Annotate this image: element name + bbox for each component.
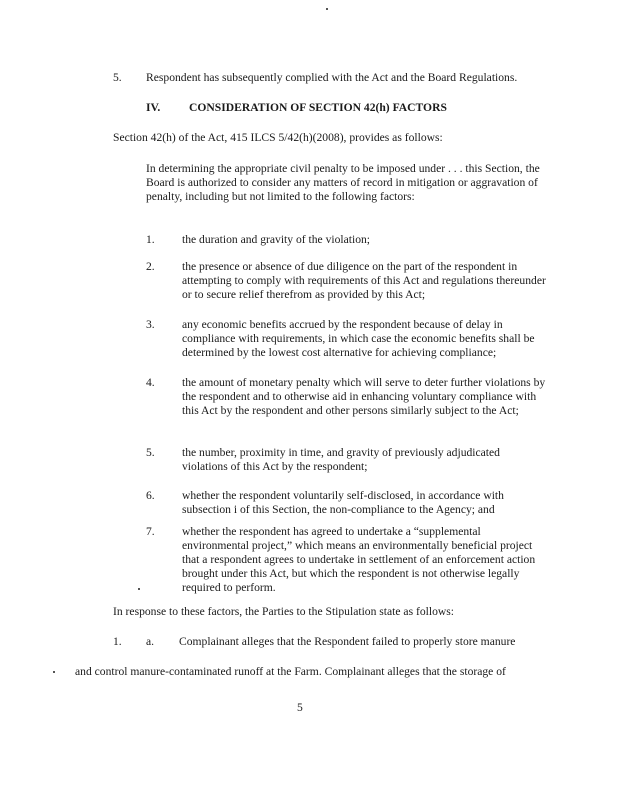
factor-text: the duration and gravity of the violation; [182,233,371,246]
scan-speck [326,8,328,10]
response-paragraph: In response to these factors, the Parties to the Stipulation state as follows: [113,605,454,618]
paragraph-letter: a. [146,635,155,648]
scan-speck [53,671,55,673]
intro-paragraph: Section 42(h) of the Act, 415 ILCS 5/42(h)(2008), provides as follows: [113,131,443,144]
quoted-statute: In determining the appropriate civil penalty to be imposed under . . . this Section, the Board is authorized to consider any matters of record in mitigation or aggravation of penalty, including but not limited to the following factors: [146,162,540,203]
item-5-number: 5. [113,71,122,84]
paragraph-text: Complainant alleges that the Respondent failed to properly store manure [179,635,516,648]
paragraph-number: 1. [113,635,122,648]
factor-text: whether the respondent has agreed to undertake a “supplemental environmental project,” which means an environmentally beneficial project that a respondent agrees to undertake in settlement of an enforcement action brought under this Act, but which the respondent is not otherwise legally required to perform. [182,525,536,594]
section-roman-numeral: IV. [146,101,161,114]
factor-number: 5. [146,446,155,459]
factor-number: 7. [146,525,155,538]
factor-number: 6. [146,489,155,502]
factor-text: whether the respondent voluntarily self-disclosed, in accordance with subsection i of this Section, the non-compliance to the Agency; and [182,489,504,516]
factor-number: 2. [146,260,155,273]
factor-text: the number, proximity in time, and gravity of previously adjudicated violations of this Act by the respondent; [182,446,500,473]
continuation-line: and control manure-contaminated runoff at the Farm. Complainant alleges that the storage of [75,665,506,678]
section-title: CONSIDERATION OF SECTION 42(h) FACTORS [189,101,447,114]
factor-number: 1. [146,233,155,246]
factor-text: the amount of monetary penalty which will serve to deter further violations by the respondent and to otherwise aid in enhancing voluntary compliance with this Act by the respondent and other persons similarly subject to the Act; [182,376,546,417]
item-5-text: Respondent has subsequently complied with the Act and the Board Regulations. [146,71,518,84]
factor-number: 3. [146,318,155,331]
factor-number: 4. [146,376,155,389]
scan-speck [138,588,140,590]
factor-text: any economic benefits accrued by the respondent because of delay in compliance with requirements, in which case the economic benefits shall be determined by the lowest cost alternative for achieving compliance; [182,318,535,359]
factor-text: the presence or absence of due diligence on the part of the respondent in attempting to comply with requirements of this Act and regulations thereunder or to secure relief therefrom as provided by this Act; [182,260,546,301]
page-number: 5 [297,701,303,714]
